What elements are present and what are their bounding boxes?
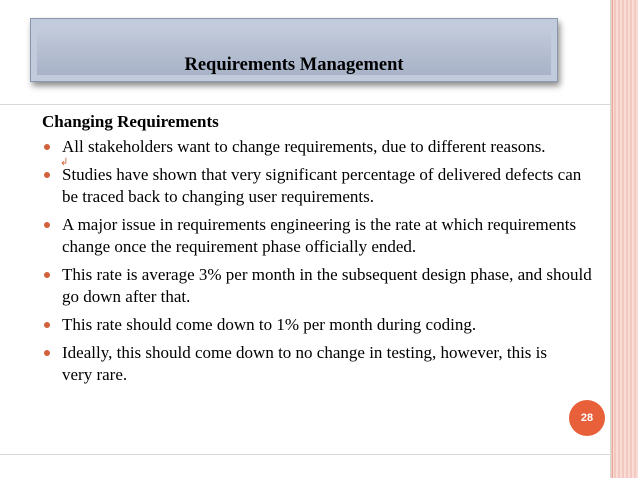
list-item [42,136,598,158]
list-item [42,264,598,308]
bullet-icon [44,350,50,356]
list-item [42,164,598,208]
list-item-text: A major issue in requirements engineering is the rate at which requirements change once the requirement phase officially ended. [62,215,577,256]
list-item-text: This rate should come down to 1% per month during coding. [62,315,477,334]
bullet-icon [44,322,50,328]
list-item [42,214,598,258]
list-item-text: This rate is average 3% per month in the subsequent design phase, and should go down after that. [62,265,592,306]
page-number-badge: 28 [569,400,605,436]
content-border-right [610,0,611,478]
list-item-text: Ideally, this should come down to no change in testing, however, this is very rare. [62,343,547,384]
bullet-icon [44,144,50,150]
bullet-icon [44,172,50,178]
list-item-text: All stakeholders want to change requirements, due to different reasons. [62,137,546,156]
content-border-bottom [0,454,610,455]
stripe-divider [612,0,613,478]
decorative-stripes [610,0,638,478]
list-item [42,342,598,386]
bullet-icon [44,272,50,278]
title-banner [30,18,558,82]
slide-content [42,112,598,392]
bullet-icon [44,222,50,228]
slide-title: Requirements Management [184,55,404,75]
list-item [42,314,598,336]
list-item-text: Studies have shown that very significant percentage of delivered defects can be traced back to changing user requirements. [62,165,582,206]
section-heading: Changing Requirements [42,112,219,131]
annotation-mark-icon: ↲ [60,157,69,168]
content-border-top [0,104,610,105]
bullet-list [42,136,598,386]
